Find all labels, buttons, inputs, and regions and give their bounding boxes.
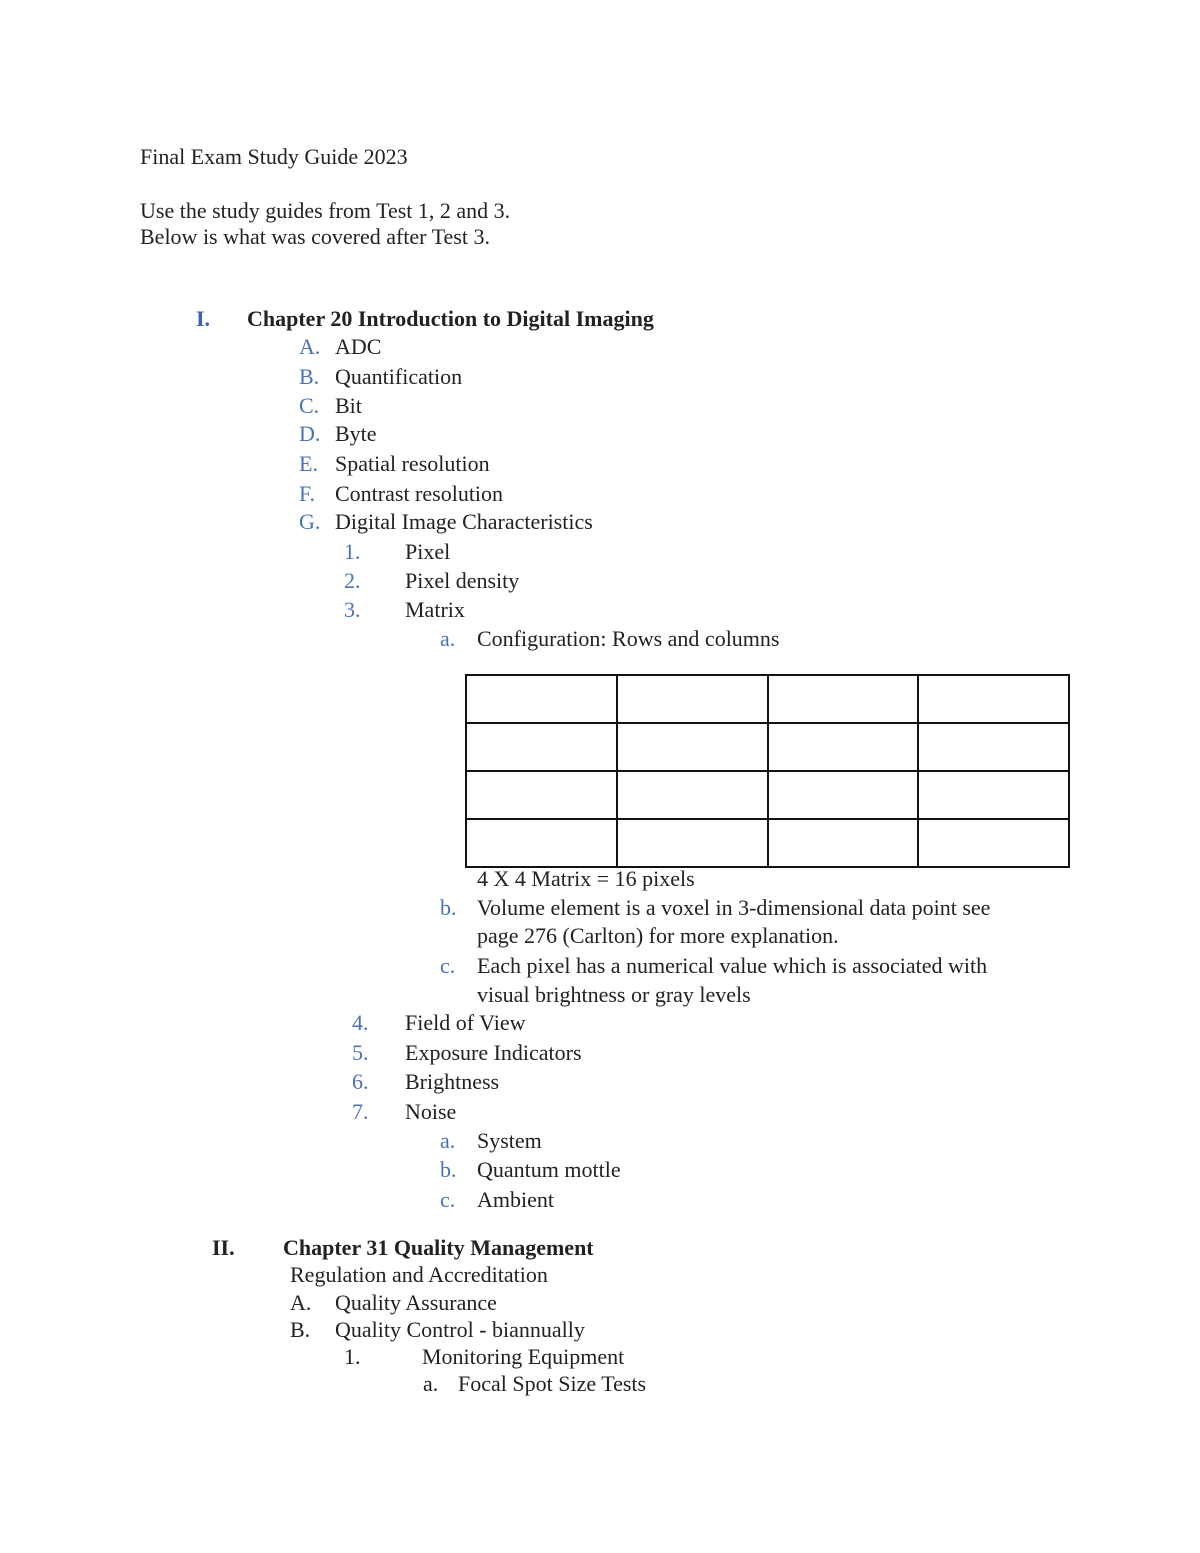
document-title: Final Exam Study Guide 2023: [140, 144, 408, 169]
list-marker: D.: [299, 421, 321, 446]
section-marker: II.: [212, 1235, 235, 1260]
list-item: Each pixel has a numerical value which is associated with: [477, 953, 988, 978]
matrix-cell: [918, 819, 1069, 867]
list-marker: 2.: [344, 568, 361, 593]
list-marker: E.: [299, 451, 318, 476]
list-item: Pixel: [405, 539, 451, 564]
list-item: Ambient: [477, 1187, 554, 1212]
section-marker: I.: [196, 306, 211, 331]
list-item: Quantum mottle: [477, 1157, 621, 1182]
matrix-cell: [466, 675, 617, 723]
list-marker: G.: [299, 509, 321, 534]
list-marker: C.: [299, 393, 320, 418]
list-marker: 1.: [344, 539, 361, 564]
matrix-cell: [466, 819, 617, 867]
list-marker: b.: [440, 895, 457, 920]
list-marker: 7.: [352, 1099, 369, 1124]
list-item: Monitoring Equipment: [422, 1344, 625, 1369]
list-marker: A.: [290, 1290, 312, 1315]
list-item: Bit: [335, 393, 362, 418]
list-item: Configuration: Rows and columns: [477, 626, 780, 651]
matrix-cell: [466, 723, 617, 771]
list-marker: c.: [440, 953, 456, 978]
list-marker: 1.: [344, 1344, 361, 1369]
list-marker: 4.: [352, 1010, 369, 1035]
list-item: Quality Control - biannually: [335, 1317, 585, 1342]
matrix-cell: [918, 675, 1069, 723]
section-subheading: Regulation and Accreditation: [290, 1262, 548, 1287]
matrix-cell: [768, 723, 919, 771]
list-item: System: [477, 1128, 542, 1153]
matrix-cell: [918, 771, 1069, 819]
list-item: Volume element is a voxel in 3-dimensional data point see: [477, 895, 991, 920]
list-item: Exposure Indicators: [405, 1040, 582, 1065]
list-marker: a.: [440, 1128, 456, 1153]
list-item: Pixel density: [405, 568, 520, 593]
list-item: Contrast resolution: [335, 481, 504, 506]
matrix-cell: [617, 675, 768, 723]
list-item: Field of View: [405, 1010, 526, 1035]
list-marker: B.: [290, 1317, 311, 1342]
matrix-row: [466, 723, 1069, 771]
list-item: Quantification: [335, 364, 463, 389]
list-item: Focal Spot Size Tests: [458, 1371, 647, 1396]
matrix-grid: [465, 674, 1070, 868]
matrix-cell: [617, 723, 768, 771]
list-item: Matrix: [405, 597, 465, 622]
matrix-cell: [768, 771, 919, 819]
matrix-cell: [617, 771, 768, 819]
list-item: Noise: [405, 1099, 457, 1124]
list-item: Brightness: [405, 1069, 500, 1094]
list-item: Spatial resolution: [335, 451, 490, 476]
list-marker: 6.: [352, 1069, 369, 1094]
list-item: Digital Image Characteristics: [335, 509, 593, 534]
list-item-continued: page 276 (Carlton) for more explanation.: [477, 923, 839, 948]
list-marker: 5.: [352, 1040, 369, 1065]
list-marker: a.: [440, 626, 456, 651]
list-marker: b.: [440, 1157, 457, 1182]
section-heading: Chapter 20 Introduction to Digital Imaging: [247, 306, 654, 331]
list-marker: c.: [440, 1187, 456, 1212]
matrix-row: [466, 675, 1069, 723]
matrix-row: [466, 771, 1069, 819]
matrix-cell: [768, 819, 919, 867]
list-item: Byte: [335, 421, 377, 446]
matrix-cell: [617, 819, 768, 867]
list-marker: F.: [299, 481, 315, 506]
list-marker: 3.: [344, 597, 361, 622]
list-item-continued: visual brightness or gray levels: [477, 982, 751, 1007]
section-heading: Chapter 31 Quality Management: [283, 1235, 594, 1260]
matrix-caption: 4 X 4 Matrix = 16 pixels: [477, 866, 695, 891]
list-item: ADC: [335, 334, 382, 359]
list-marker: a.: [423, 1371, 439, 1396]
matrix-cell: [466, 771, 617, 819]
list-item: Quality Assurance: [335, 1290, 497, 1315]
intro-line: Below is what was covered after Test 3.: [140, 224, 490, 249]
list-marker: B.: [299, 364, 320, 389]
matrix-row: [466, 819, 1069, 867]
matrix-cell: [768, 675, 919, 723]
list-marker: A.: [299, 334, 321, 359]
matrix-cell: [918, 723, 1069, 771]
intro-line: Use the study guides from Test 1, 2 and 3.: [140, 198, 511, 223]
